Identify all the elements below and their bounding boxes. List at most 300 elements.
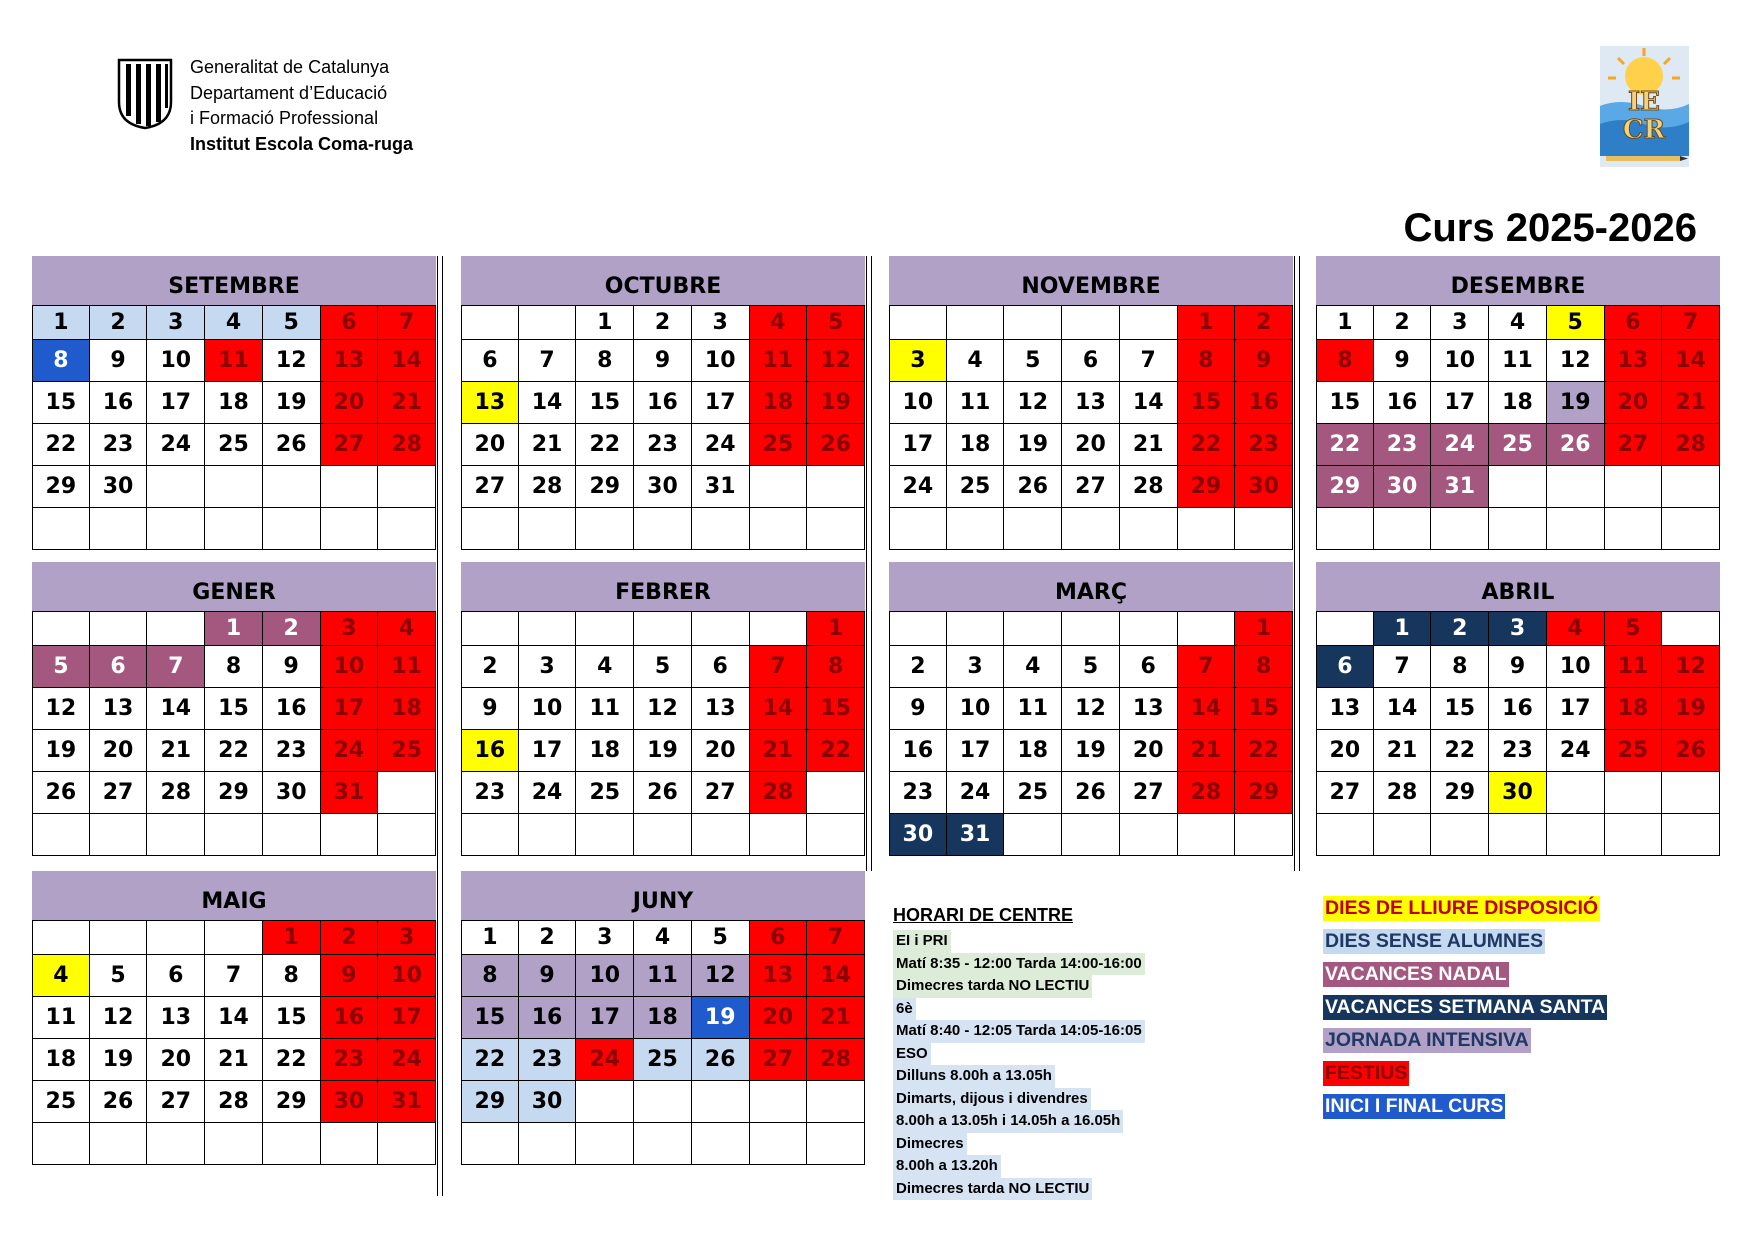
day-cell: 14 [519, 382, 577, 424]
day-cell: 9 [1374, 340, 1432, 382]
empty-cell [1662, 772, 1720, 814]
column-separator [1294, 256, 1300, 871]
day-cell: 8 [263, 955, 321, 997]
day-cell: 7 [807, 921, 865, 955]
day-cell: 16 [634, 382, 692, 424]
day-cell: 11 [1004, 688, 1062, 730]
day-cell: 21 [205, 1039, 263, 1081]
empty-cell [1062, 814, 1120, 856]
day-cell: 20 [1120, 730, 1178, 772]
institute-name: Institut Escola Coma-ruga [190, 133, 414, 154]
day-cell: 11 [32, 997, 90, 1039]
day-cell: 14 [205, 997, 263, 1039]
empty-cell [263, 508, 321, 550]
day-cell: 2 [90, 306, 148, 340]
empty-cell [576, 612, 634, 646]
month-name: FEBRER [461, 562, 865, 612]
day-cell: 15 [1431, 688, 1489, 730]
day-cell: 2 [1235, 306, 1293, 340]
empty-cell [807, 814, 865, 856]
legend-item: DIES DE LLIURE DISPOSICIÓ [1325, 897, 1599, 919]
day-cell: 19 [1662, 688, 1720, 730]
empty-cell [147, 466, 205, 508]
day-cell: 30 [321, 1081, 379, 1123]
day-cell: 6 [1120, 646, 1178, 688]
schedule-panel [893, 905, 1145, 1200]
day-cell: 16 [1489, 688, 1547, 730]
day-cell: 18 [205, 382, 263, 424]
empty-cell [807, 1123, 865, 1165]
empty-cell [889, 306, 947, 340]
day-cell: 28 [1374, 772, 1432, 814]
day-cell: 28 [378, 424, 436, 466]
month-9 [32, 871, 436, 1165]
schedule-line: 8.00h a 13.20h [893, 1155, 1001, 1178]
month-7 [889, 562, 1293, 856]
day-cell: 25 [1004, 772, 1062, 814]
day-cell: 13 [321, 340, 379, 382]
day-cell: 9 [461, 688, 519, 730]
day-cell: 26 [1547, 424, 1605, 466]
empty-cell [1178, 612, 1236, 646]
day-cell: 5 [1605, 612, 1663, 646]
day-cell: 17 [378, 997, 436, 1039]
day-cell: 23 [1374, 424, 1432, 466]
empty-cell [263, 814, 321, 856]
empty-cell [692, 1081, 750, 1123]
day-cell: 16 [263, 688, 321, 730]
day-cell: 15 [32, 382, 90, 424]
day-cell: 20 [1062, 424, 1120, 466]
day-cell: 18 [1605, 688, 1663, 730]
empty-cell [461, 508, 519, 550]
empty-cell [692, 1123, 750, 1165]
day-cell: 8 [576, 340, 634, 382]
day-cell: 1 [807, 612, 865, 646]
empty-cell [889, 508, 947, 550]
day-cell: 26 [1004, 466, 1062, 508]
day-cell: 9 [1489, 646, 1547, 688]
schedule-line: Dimarts, dijous i divendres [893, 1088, 1091, 1111]
empty-cell [1004, 612, 1062, 646]
day-cell: 31 [692, 466, 750, 508]
day-cell: 10 [147, 340, 205, 382]
day-cell: 25 [947, 466, 1005, 508]
day-cell: 12 [692, 955, 750, 997]
empty-cell [1062, 306, 1120, 340]
day-cell: 17 [519, 730, 577, 772]
day-cell: 24 [378, 1039, 436, 1081]
day-cell: 30 [889, 814, 947, 856]
day-cell: 17 [1431, 382, 1489, 424]
day-cell: 26 [32, 772, 90, 814]
day-cell: 25 [378, 730, 436, 772]
day-cell: 8 [1235, 646, 1293, 688]
gov-line-2: Departament d’Educació [190, 82, 388, 103]
day-cell: 18 [1489, 382, 1547, 424]
empty-cell [1062, 612, 1120, 646]
empty-cell [32, 508, 90, 550]
day-cell: 14 [750, 688, 808, 730]
empty-cell [90, 1123, 148, 1165]
empty-cell [750, 1123, 808, 1165]
empty-cell [1004, 814, 1062, 856]
day-cell: 28 [1120, 466, 1178, 508]
empty-cell [1605, 814, 1663, 856]
empty-cell [1235, 814, 1293, 856]
empty-cell [692, 814, 750, 856]
day-cell: 5 [32, 646, 90, 688]
empty-cell [1004, 508, 1062, 550]
day-cell: 2 [519, 921, 577, 955]
day-cell: 18 [576, 730, 634, 772]
day-cell: 19 [1004, 424, 1062, 466]
month-name: JUNY [461, 871, 865, 921]
day-cell: 13 [461, 382, 519, 424]
empty-cell [378, 1123, 436, 1165]
day-cell: 27 [1605, 424, 1663, 466]
empty-cell [1662, 612, 1720, 646]
day-cell: 11 [750, 340, 808, 382]
day-cell: 23 [1489, 730, 1547, 772]
day-cell: 28 [205, 1081, 263, 1123]
day-cell: 5 [692, 921, 750, 955]
day-cell: 1 [1178, 306, 1236, 340]
empty-cell [576, 508, 634, 550]
day-cell: 14 [1120, 382, 1178, 424]
day-cell: 19 [1062, 730, 1120, 772]
day-cell: 4 [1489, 306, 1547, 340]
day-cell: 12 [1062, 688, 1120, 730]
svg-text:CR: CR [1622, 115, 1666, 145]
empty-cell [1235, 508, 1293, 550]
empty-cell [461, 814, 519, 856]
day-cell: 4 [378, 612, 436, 646]
empty-cell [576, 1081, 634, 1123]
day-cell: 2 [634, 306, 692, 340]
day-cell: 7 [1120, 340, 1178, 382]
gov-line-3: i Formació Professional [190, 108, 379, 128]
day-cell: 12 [1662, 646, 1720, 688]
day-cell: 7 [205, 955, 263, 997]
day-cell: 8 [1178, 340, 1236, 382]
day-cell: 1 [1316, 306, 1374, 340]
day-cell: 27 [461, 466, 519, 508]
day-cell: 7 [1662, 306, 1720, 340]
legend-item: VACANCES SETMANA SANTA [1325, 996, 1606, 1018]
day-cell: 22 [32, 424, 90, 466]
day-cell: 25 [576, 772, 634, 814]
day-cell: 5 [1547, 306, 1605, 340]
day-cell: 24 [1547, 730, 1605, 772]
empty-cell [634, 814, 692, 856]
day-cell: 27 [1316, 772, 1374, 814]
empty-cell [321, 1123, 379, 1165]
empty-cell [634, 1081, 692, 1123]
day-cell: 11 [947, 382, 1005, 424]
empty-cell [147, 1123, 205, 1165]
day-cell: 13 [692, 688, 750, 730]
svg-text:IE: IE [1628, 87, 1660, 117]
day-cell: 18 [378, 688, 436, 730]
empty-cell [1120, 306, 1178, 340]
empty-cell [378, 508, 436, 550]
day-cell: 23 [321, 1039, 379, 1081]
day-cell: 12 [32, 688, 90, 730]
empty-cell [576, 1123, 634, 1165]
empty-cell [750, 508, 808, 550]
day-cell: 9 [263, 646, 321, 688]
day-cell: 7 [147, 646, 205, 688]
day-cell: 18 [750, 382, 808, 424]
day-cell: 4 [947, 340, 1005, 382]
day-cell: 21 [378, 382, 436, 424]
empty-cell [634, 508, 692, 550]
day-cell: 10 [576, 955, 634, 997]
empty-cell [947, 306, 1005, 340]
empty-cell [519, 814, 577, 856]
day-cell: 19 [90, 1039, 148, 1081]
day-cell: 6 [1605, 306, 1663, 340]
day-cell: 24 [519, 772, 577, 814]
empty-cell [519, 306, 577, 340]
day-cell: 1 [1374, 612, 1432, 646]
day-cell: 23 [263, 730, 321, 772]
day-cell: 10 [692, 340, 750, 382]
month-name: MARÇ [889, 562, 1293, 612]
day-cell: 30 [263, 772, 321, 814]
day-cell: 9 [634, 340, 692, 382]
day-cell: 15 [461, 997, 519, 1039]
day-cell: 22 [576, 424, 634, 466]
day-cell: 11 [576, 688, 634, 730]
day-cell: 17 [1547, 688, 1605, 730]
day-cell: 1 [1235, 612, 1293, 646]
day-cell: 18 [634, 997, 692, 1039]
day-cell: 21 [519, 424, 577, 466]
day-cell: 4 [205, 306, 263, 340]
day-cell: 3 [576, 921, 634, 955]
day-cell: 7 [750, 646, 808, 688]
schedule-lines [893, 930, 1145, 1200]
day-cell: 23 [90, 424, 148, 466]
day-cell: 30 [519, 1081, 577, 1123]
legend-item: DIES SENSE ALUMNES [1325, 930, 1544, 952]
day-cell: 25 [750, 424, 808, 466]
month-name: DESEMBRE [1316, 256, 1720, 306]
empty-cell [750, 814, 808, 856]
month-name: NOVEMBRE [889, 256, 1293, 306]
empty-cell [750, 1081, 808, 1123]
day-cell: 25 [1605, 730, 1663, 772]
empty-cell [1120, 814, 1178, 856]
day-cell: 5 [807, 306, 865, 340]
day-cell: 30 [634, 466, 692, 508]
day-cell: 6 [321, 306, 379, 340]
course-title: Curs 2025-2026 [1403, 206, 1697, 250]
day-cell: 27 [750, 1039, 808, 1081]
day-cell: 24 [147, 424, 205, 466]
schedule-title: HORARI DE CENTRE [893, 905, 1074, 925]
empty-cell [378, 772, 436, 814]
day-cell: 22 [263, 1039, 321, 1081]
month-name: MAIG [32, 871, 436, 921]
day-cell: 23 [1235, 424, 1293, 466]
day-cell: 30 [1374, 466, 1432, 508]
day-cell: 19 [32, 730, 90, 772]
day-cell: 14 [1662, 340, 1720, 382]
day-cell: 7 [1178, 646, 1236, 688]
day-cell: 14 [1178, 688, 1236, 730]
day-cell: 20 [1316, 730, 1374, 772]
day-cell: 20 [147, 1039, 205, 1081]
empty-cell [807, 1081, 865, 1123]
day-cell: 5 [90, 955, 148, 997]
empty-cell [807, 772, 865, 814]
day-cell: 31 [378, 1081, 436, 1123]
empty-cell [1547, 508, 1605, 550]
day-cell: 25 [205, 424, 263, 466]
schedule-line: Dimecres tarda NO LECTIU [893, 975, 1092, 998]
day-cell: 28 [147, 772, 205, 814]
day-cell: 12 [1004, 382, 1062, 424]
day-cell: 18 [1004, 730, 1062, 772]
day-cell: 27 [90, 772, 148, 814]
schedule-line: EI i PRI [893, 930, 951, 953]
empty-cell [378, 466, 436, 508]
day-cell: 8 [1316, 340, 1374, 382]
day-cell: 22 [1316, 424, 1374, 466]
day-cell: 21 [1178, 730, 1236, 772]
day-cell: 5 [263, 306, 321, 340]
day-cell: 10 [889, 382, 947, 424]
empty-cell [205, 814, 263, 856]
empty-cell [1605, 466, 1663, 508]
empty-cell [519, 508, 577, 550]
empty-cell [32, 1123, 90, 1165]
empty-cell [692, 508, 750, 550]
day-cell: 5 [1062, 646, 1120, 688]
month-6 [461, 562, 865, 856]
empty-cell [1489, 814, 1547, 856]
day-cell: 15 [205, 688, 263, 730]
day-cell: 19 [807, 382, 865, 424]
legend [1323, 896, 1607, 1127]
empty-cell [147, 921, 205, 955]
day-cell: 25 [32, 1081, 90, 1123]
month-4 [1316, 256, 1720, 550]
day-cell: 27 [147, 1081, 205, 1123]
day-cell: 8 [807, 646, 865, 688]
day-cell: 22 [1178, 424, 1236, 466]
day-cell: 27 [321, 424, 379, 466]
day-cell: 13 [147, 997, 205, 1039]
empty-cell [205, 466, 263, 508]
day-cell: 4 [1004, 646, 1062, 688]
day-cell: 6 [1316, 646, 1374, 688]
legend-item: VACANCES NADAL [1325, 963, 1507, 985]
day-cell: 27 [692, 772, 750, 814]
day-cell: 12 [90, 997, 148, 1039]
day-cell: 10 [378, 955, 436, 997]
day-cell: 4 [634, 921, 692, 955]
day-cell: 3 [378, 921, 436, 955]
month-name: ABRIL [1316, 562, 1720, 612]
day-cell: 10 [1547, 646, 1605, 688]
day-cell: 3 [1431, 306, 1489, 340]
day-cell: 13 [1062, 382, 1120, 424]
empty-cell [519, 1123, 577, 1165]
day-cell: 6 [750, 921, 808, 955]
legend-item: JORNADA INTENSIVA [1325, 1029, 1529, 1051]
day-cell: 8 [461, 955, 519, 997]
day-cell: 14 [147, 688, 205, 730]
empty-cell [1004, 306, 1062, 340]
month-name: SETEMBRE [32, 256, 436, 306]
month-1 [32, 256, 436, 550]
day-cell: 3 [321, 612, 379, 646]
legend-item: FESTIUS [1325, 1062, 1408, 1084]
day-cell: 24 [321, 730, 379, 772]
empty-cell [1178, 814, 1236, 856]
day-cell: 27 [1120, 772, 1178, 814]
schedule-line: 6è [893, 998, 916, 1021]
day-cell: 21 [1662, 382, 1720, 424]
day-cell: 15 [263, 997, 321, 1039]
day-cell: 21 [1374, 730, 1432, 772]
day-cell: 13 [750, 955, 808, 997]
day-cell: 29 [1316, 466, 1374, 508]
column-separator [866, 256, 872, 871]
day-cell: 12 [263, 340, 321, 382]
month-8 [1316, 562, 1720, 856]
gov-line-1: Generalitat de Catalunya [190, 57, 390, 77]
empty-cell [1374, 508, 1432, 550]
day-cell: 7 [1374, 646, 1432, 688]
day-cell: 9 [90, 340, 148, 382]
day-cell: 26 [1062, 772, 1120, 814]
day-cell: 18 [32, 1039, 90, 1081]
day-cell: 16 [90, 382, 148, 424]
day-cell: 14 [378, 340, 436, 382]
day-cell: 29 [32, 466, 90, 508]
day-cell: 15 [1316, 382, 1374, 424]
day-cell: 4 [576, 646, 634, 688]
empty-cell [205, 1123, 263, 1165]
day-cell: 17 [321, 688, 379, 730]
empty-cell [1605, 508, 1663, 550]
day-cell: 15 [807, 688, 865, 730]
day-cell: 29 [576, 466, 634, 508]
empty-cell [1316, 508, 1374, 550]
day-cell: 14 [807, 955, 865, 997]
day-cell: 13 [90, 688, 148, 730]
day-cell: 13 [1120, 688, 1178, 730]
day-cell: 5 [634, 646, 692, 688]
day-cell: 26 [807, 424, 865, 466]
day-cell: 27 [1062, 466, 1120, 508]
empty-cell [1662, 508, 1720, 550]
schedule-line: ESO [893, 1043, 931, 1066]
day-cell: 26 [634, 772, 692, 814]
empty-cell [147, 612, 205, 646]
empty-cell [807, 466, 865, 508]
day-cell: 26 [692, 1039, 750, 1081]
day-cell: 26 [1662, 730, 1720, 772]
day-cell: 20 [750, 997, 808, 1039]
day-cell: 2 [889, 646, 947, 688]
day-cell: 15 [1235, 688, 1293, 730]
